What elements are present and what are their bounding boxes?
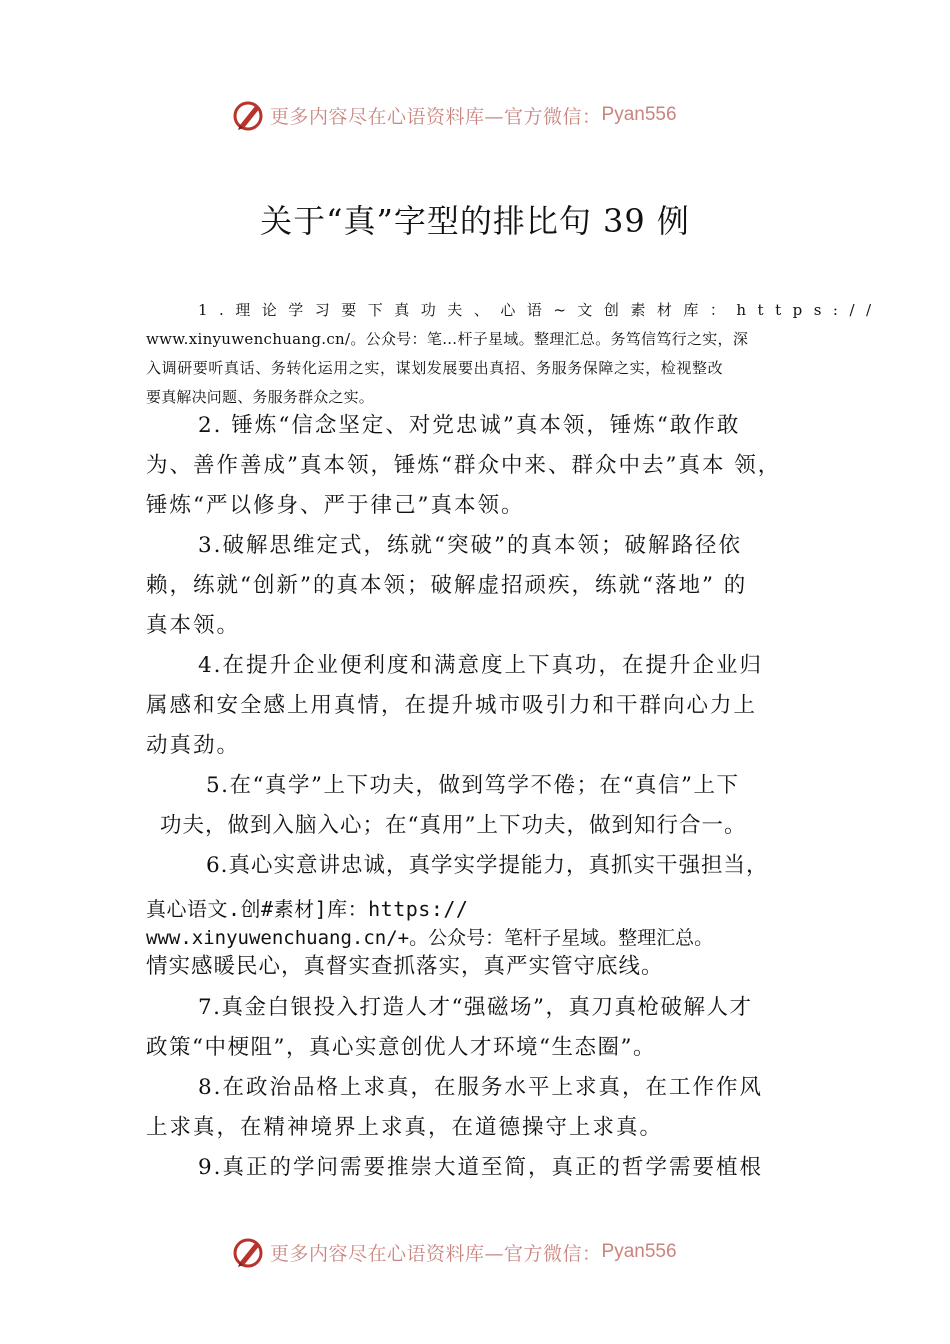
paragraph-5 [146,766,808,846]
banner-wechat-id: Pyan556 [601,104,677,125]
paragraph-line: 动真劲。 [146,733,241,758]
pen-logo-icon [230,97,266,133]
paragraph-2 [146,406,808,526]
paragraph-line: 7.真金白银投入打造人才“强磁场”，真刀真枪破解人才 [198,995,753,1020]
paragraph-line: 9.真正的学问需要推崇大道至简，真正的哲学需要植根 [198,1155,764,1180]
paragraph-line: 要真解决问题、务服务群众之实。 [146,388,375,406]
footer-banner [230,1232,750,1272]
banner-text: 更多内容尽在心语资料库—官方微信： [270,1242,602,1265]
paragraph-line: 锤炼“严以修身、严于律己”真本领。 [146,493,525,518]
paragraph-8 [146,1068,808,1148]
paragraph-line: 情实感暖民心，真督实查抓落实，真严实管守底线。 [146,954,664,979]
paragraph-1 [146,296,883,412]
paragraph-3 [146,526,808,646]
paragraph-line: 功夫，做到入脑入心；在“真用”上下功夫，做到知行合一。 [160,813,747,838]
paragraph-line: 8.在政治品格上求真，在服务水平上求真，在工作作风 [198,1075,764,1100]
paragraph-line: 属感和安全感上用真情，在提升城市吸引力和干群向心力上 [146,693,758,718]
paragraph-line: 6.真心实意讲忠诚，真学实学提能力，真抓实干强担当， [206,853,769,878]
paragraph-line: 上求真，在精神境界上求真，在道德操守上求真。 [146,1115,664,1140]
paragraph-line: 真心语文.创#素材]库：https:// [146,897,469,921]
paragraph-line: 2. 锤炼“信念坚定、对党忠诚”真本领，锤炼“敢作敢 [198,413,741,438]
paragraph-9 [146,1148,808,1188]
page-title: 关于“真”字型的排比句 39 例 [260,202,690,240]
pen-logo-icon [230,1234,266,1270]
paragraph-line: 政策“中梗阻”，真心实意创优人才环境“生态圈”。 [146,1035,656,1060]
paragraph-line: 赖，练就“创新”的真本领；破解虚招顽疾，练就“落地” 的 [146,573,748,598]
paragraph-line: 5.在“真学”上下功夫，做到笃学不倦；在“真信”上下 [206,773,740,798]
paragraph-line: 3.破解思维定式，练就“突破”的真本领；破解路径依 [198,533,742,558]
paragraph-line: 入调研要听真话、务转化运用之实，谋划发展要出真招、务服务保障之实，检视整改 [146,359,724,377]
paragraph-line: 1.理论学习要下真功夫、心语~文创素材库：https:// [198,301,883,319]
paragraph-4 [146,646,808,766]
paragraph-line: 4.在提升企业便利度和满意度上下真功，在提升企业归 [198,653,764,678]
banner-text: 更多内容尽在心语资料库—官方微信： [270,105,602,128]
header-banner [230,95,750,135]
paragraph-line: 为、善作善成”真本领，锤炼“群众中来、群众中去”真本 领， [146,453,782,478]
paragraph-line: www.xinyuwenchuang.cn/+。公众号：笔杆子星域。整理汇总。 [146,927,714,949]
paragraph-line: www.xinyuwenchuang.cn/。公众号：笔…杆子星域。整理汇总。务笃信笃行之实，深 [146,330,749,348]
paragraph-7 [146,988,808,1068]
paragraph-line: 真本领。 [146,613,241,638]
paragraph-6 [146,846,808,982]
banner-wechat-id: Pyan556 [601,1241,677,1262]
